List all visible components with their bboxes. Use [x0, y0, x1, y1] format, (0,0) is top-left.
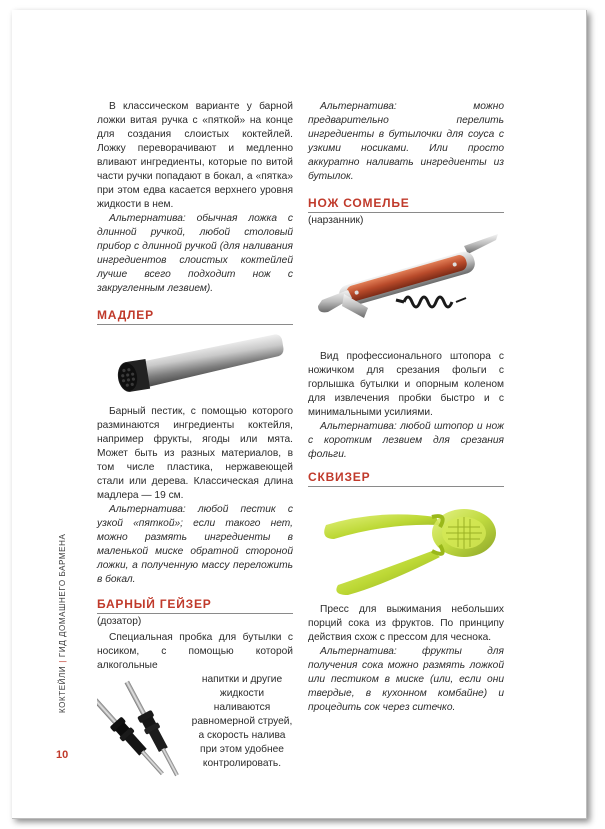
sidebar-divider: |: [58, 660, 67, 663]
corkscrew-icon: [308, 228, 504, 350]
pourer-icon: [97, 673, 187, 793]
sidebar-part2: ГИД ДОМАШНЕГО БАРМЕНА: [58, 533, 67, 658]
squeezer-image: [308, 487, 504, 603]
squeezer-alternative: Альтернатива: фрукты для получения сока можно размять ложкой или пестиком в миске (или, если они твердые, в кухонном комбайне) и процедить сок через ситечко.: [308, 646, 504, 713]
intro-paragraph: В классическом варианте у барной ложки витая ручка с «пяткой» на конце для создания слоистых коктейлей. Ложку переворачивают и медленно вливают ингредиенты, которые по витой части ручки попадают в бокал, а «пятка» при этом едва касается верхнего уровня жидкости в нем.: [97, 101, 293, 210]
squeezer-icon: [308, 487, 504, 603]
intro-alternative: Альтернатива: обычная ложка с длинной ручкой, любой столовый прибор с длинной ручкой (для наливания ингредиентов слоистых коктейлей лучше всего подходит нож с закругленным лезвием).: [97, 213, 293, 294]
knife-body: Вид профессионального штопора с ножичком для срезания фольги с горлышка бутылки и опорным коленом для извлечения пробки быстро и с минимальными усилиями.: [308, 351, 504, 418]
left-column: [97, 100, 293, 793]
squeezer-title: СКВИЗЕР: [308, 470, 504, 487]
geyser-title: БАРНЫЙ ГЕЙЗЕР: [97, 597, 293, 614]
geyser-subtitle: (дозатор): [97, 616, 142, 627]
corkscrew-image: [308, 228, 504, 350]
knife-title: НОЖ СОМЕЛЬЕ: [308, 196, 504, 213]
squeezer-body: Пресс для выжимания небольших порций сока из фруктов. По принципу действия схож с прессом для чеснока.: [308, 604, 504, 643]
geyser-body-wrap: напитки и другие жидкости наливаются равномерной струей, а скорость налива при этом удобнее контролировать.: [191, 674, 293, 769]
sidebar-running-title: [58, 534, 67, 713]
madler-title: МАДЛЕР: [97, 308, 293, 325]
sidebar-part1: КОКТЕЙЛИ: [58, 665, 67, 713]
madler-body: Барный пестик, с помощью которого разминаются ингредиенты коктейля, например фрукты, ягоды или мята. Может быть из разных материалов, в том числе пластика, нержавеющей стали или дерева. Классическая длина мадлера — 19 см.: [97, 406, 293, 501]
pourer-image: [97, 673, 183, 793]
madler-image: [97, 329, 293, 401]
muddler-icon: [97, 329, 293, 401]
geyser-body-top: Специальная пробка для бутылки с носиком, с помощью которой алкогольные: [97, 632, 293, 671]
madler-alternative: Альтернатива: любой пестик с узкой «пяткой»; если такого нет, можно размять ингредиенты в маленькой миске обратной стороной ложки, а полученную массу переложить в бокал.: [97, 504, 293, 585]
right-column: [308, 100, 504, 715]
knife-subtitle: (нарзанник): [308, 215, 364, 226]
knife-alternative: Альтернатива: любой штопор и нож с коротким лезвием для срезания фольги.: [308, 421, 504, 460]
page-number: 10: [56, 749, 69, 761]
top-alternative: Альтернатива: можно предварительно перелить ингредиенты в бутылочки для соуса с узкими носиками. Или просто аккуратно наливать ингредиенты из бутылок.: [308, 101, 504, 182]
